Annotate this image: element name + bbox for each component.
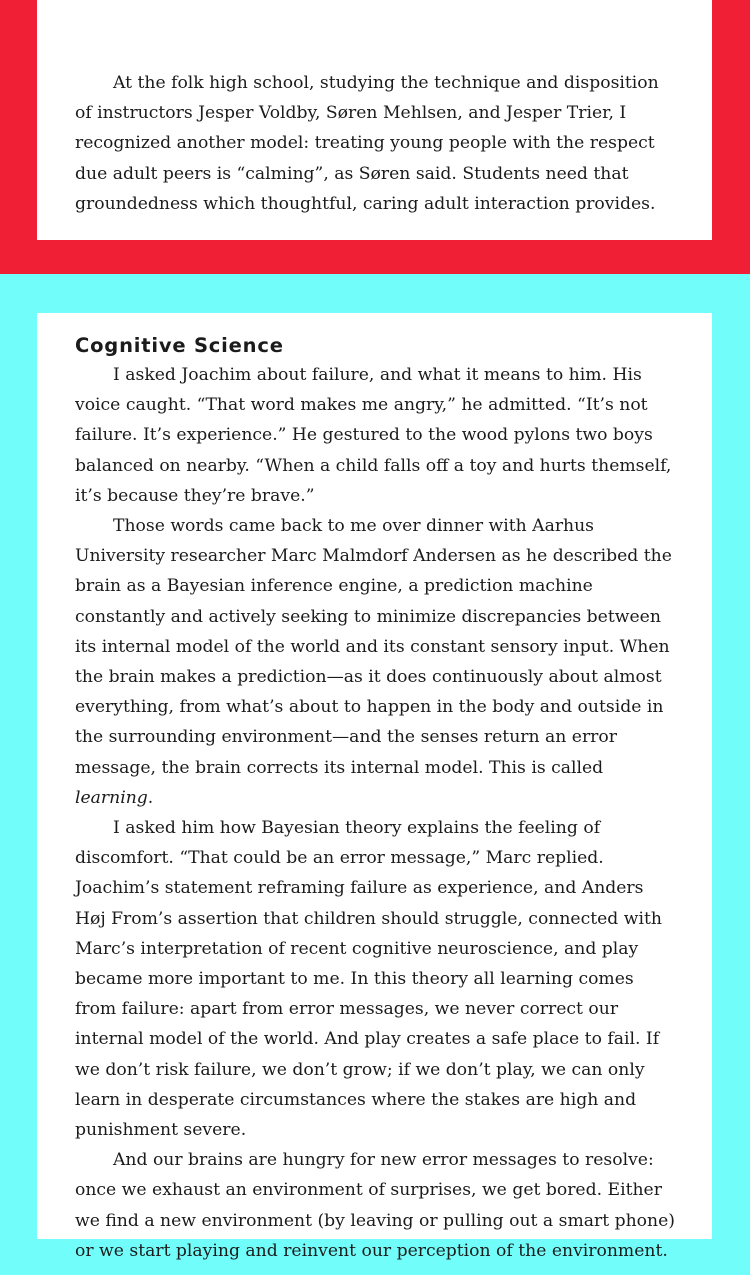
paragraph-2-end: . bbox=[147, 787, 154, 808]
section-heading: Cognitive Science bbox=[75, 334, 284, 357]
paragraph-2-emphasis: learning bbox=[75, 787, 148, 808]
paragraph-2-text: Those words came back to me over dinner with Aarhus University researcher Marc Malmdorf Andersen as he described the brain as a Bayesian inference engine, a prediction machine constantly and actively seeking to minimize discrepancies between its internal model of the world and its constant sensory input. When the brain makes a prediction—as it does continuously about almost everything, from what’s about to happen in the body and outside in the surrounding environment—and the senses return an error message, the brain corrects its internal model. This is called bbox=[75, 516, 672, 778]
paragraph-4: And our brains are hungry for new error messages to resolve: once we exhaust an environment of surprises, we get bored. Either we find a new environment (by leaving or pulling out a smart phone) or we start playing and reinvent our perception of the environment. bbox=[75, 1150, 675, 1261]
top-text-card bbox=[37, 0, 712, 240]
paragraph-2 bbox=[75, 511, 676, 813]
paragraph-3: I asked him how Bayesian theory explains the feeling of discomfort. “That could be an error message,” Marc replied. Joachim’s statement reframing failure as experience, and Anders Høj From’s assertion that children should struggle, connected with Marc’s interpretation of recent cognitive neuroscience, and play became more important to me. In this theory all learning comes from failure: apart from error messages, we never correct our internal model of the world. And play creates a safe place to fail. If we don’t risk failure, we don’t grow; if we don’t play, we can only learn in desperate circumstances where the stakes are high and punishment severe. bbox=[75, 818, 662, 1141]
cognitive-science-card bbox=[37, 313, 712, 1261]
top-paragraph: At the folk high school, studying the technique and disposition of instructors Jesper Voldby, Søren Mehlsen, and Jesper Trier, I recognized another model: treating young people with the respect due adult peers is “calming”, as Søren said. Students need that groundedness which thoughtful, caring adult interaction provides. bbox=[75, 73, 659, 214]
paragraph-1: I asked Joachim about failure, and what it means to him. His voice caught. “That word makes me angry,” he admitted. “It’s not failure. It’s experience.” He gestured to the wood pylons two boys balanced on nearby. “When a child falls off a toy and hurts themself, it’s because they’re brave.” bbox=[75, 365, 672, 506]
